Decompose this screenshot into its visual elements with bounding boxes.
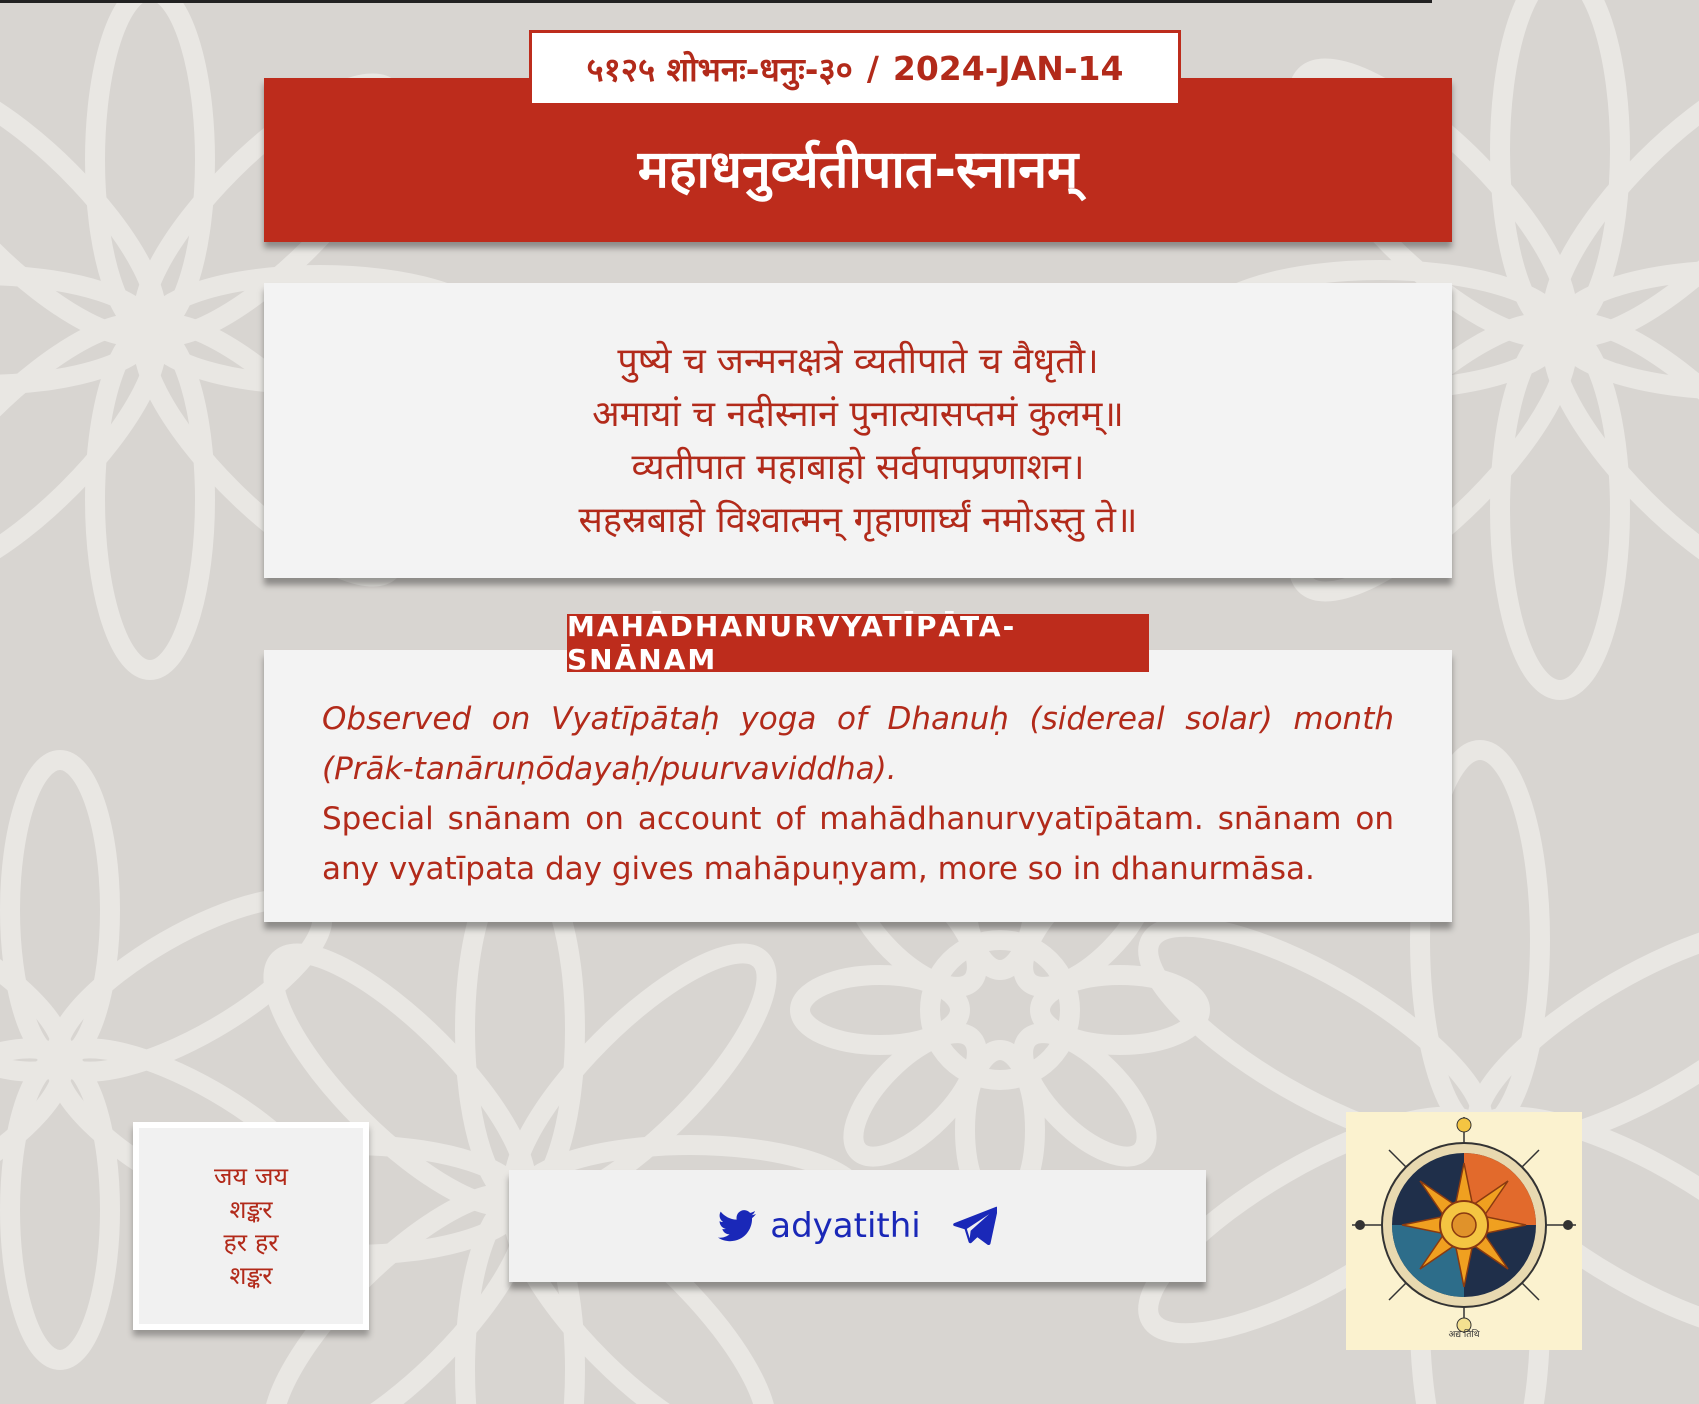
description-text <box>322 694 1394 894</box>
special-note: Special snānam on account of mahādhanurvyatīpātam. snānam on any vyatīpata day gives mahāpuṇyam, more so in dhanurmāsa. <box>322 801 1394 887</box>
social-bar <box>509 1170 1206 1282</box>
sun-compass-icon <box>1346 1112 1582 1350</box>
verse-card <box>264 283 1452 578</box>
jaya-line: जय जय <box>213 1162 289 1191</box>
date-box <box>529 30 1181 106</box>
twitter-icon[interactable] <box>718 1210 756 1242</box>
top-border-line <box>0 0 1432 3</box>
date-separator: / <box>866 48 879 88</box>
jaya-line: शङ्कर <box>229 1195 273 1224</box>
observed-note: Observed on Vyatīpātaḥ yoga of Dhanuḥ (sidereal solar) month (Prāk-tanāruṇōdayaḥ/puurvaviddha). <box>322 701 1394 787</box>
date-devanagari: ५१२५ शोभनः-धनुः-३० <box>586 49 853 89</box>
jaya-line: हर हर <box>223 1228 279 1257</box>
verse-line: अमायां च नदीस्नानं पुनात्यासप्तमं कुलम्॥ <box>592 394 1124 435</box>
page-title: महाधनुर्व्यतीपात-स्नानम् <box>637 140 1079 200</box>
verse-line: पुष्ये च जन्मनक्षत्रे व्यतीपाते च वैधृतौ। <box>617 341 1099 382</box>
social-handle-link[interactable]: adyatithi <box>770 1206 921 1246</box>
date-gregorian: 2024-JAN-14 <box>892 48 1124 88</box>
jaya-box <box>133 1122 369 1330</box>
telegram-icon[interactable] <box>953 1206 997 1246</box>
verse-lines <box>264 335 1452 547</box>
verse-line: व्यतीपात महाबाहो सर्वपापप्रणाशन। <box>631 447 1085 488</box>
adyatithi-logo <box>1346 1112 1582 1350</box>
verse-line: सहस्रबाहो विश्वात्मन् गृहाणार्घ्यं नमोऽस्तु ते॥ <box>578 500 1138 541</box>
description-card <box>264 650 1452 922</box>
logo-caption: अद्य तिथि <box>1448 1330 1480 1340</box>
section-tag: MAHĀDHANURVYATĪPĀTA-SNĀNAM <box>567 614 1149 672</box>
jaya-line: शङ्कर <box>229 1261 273 1290</box>
